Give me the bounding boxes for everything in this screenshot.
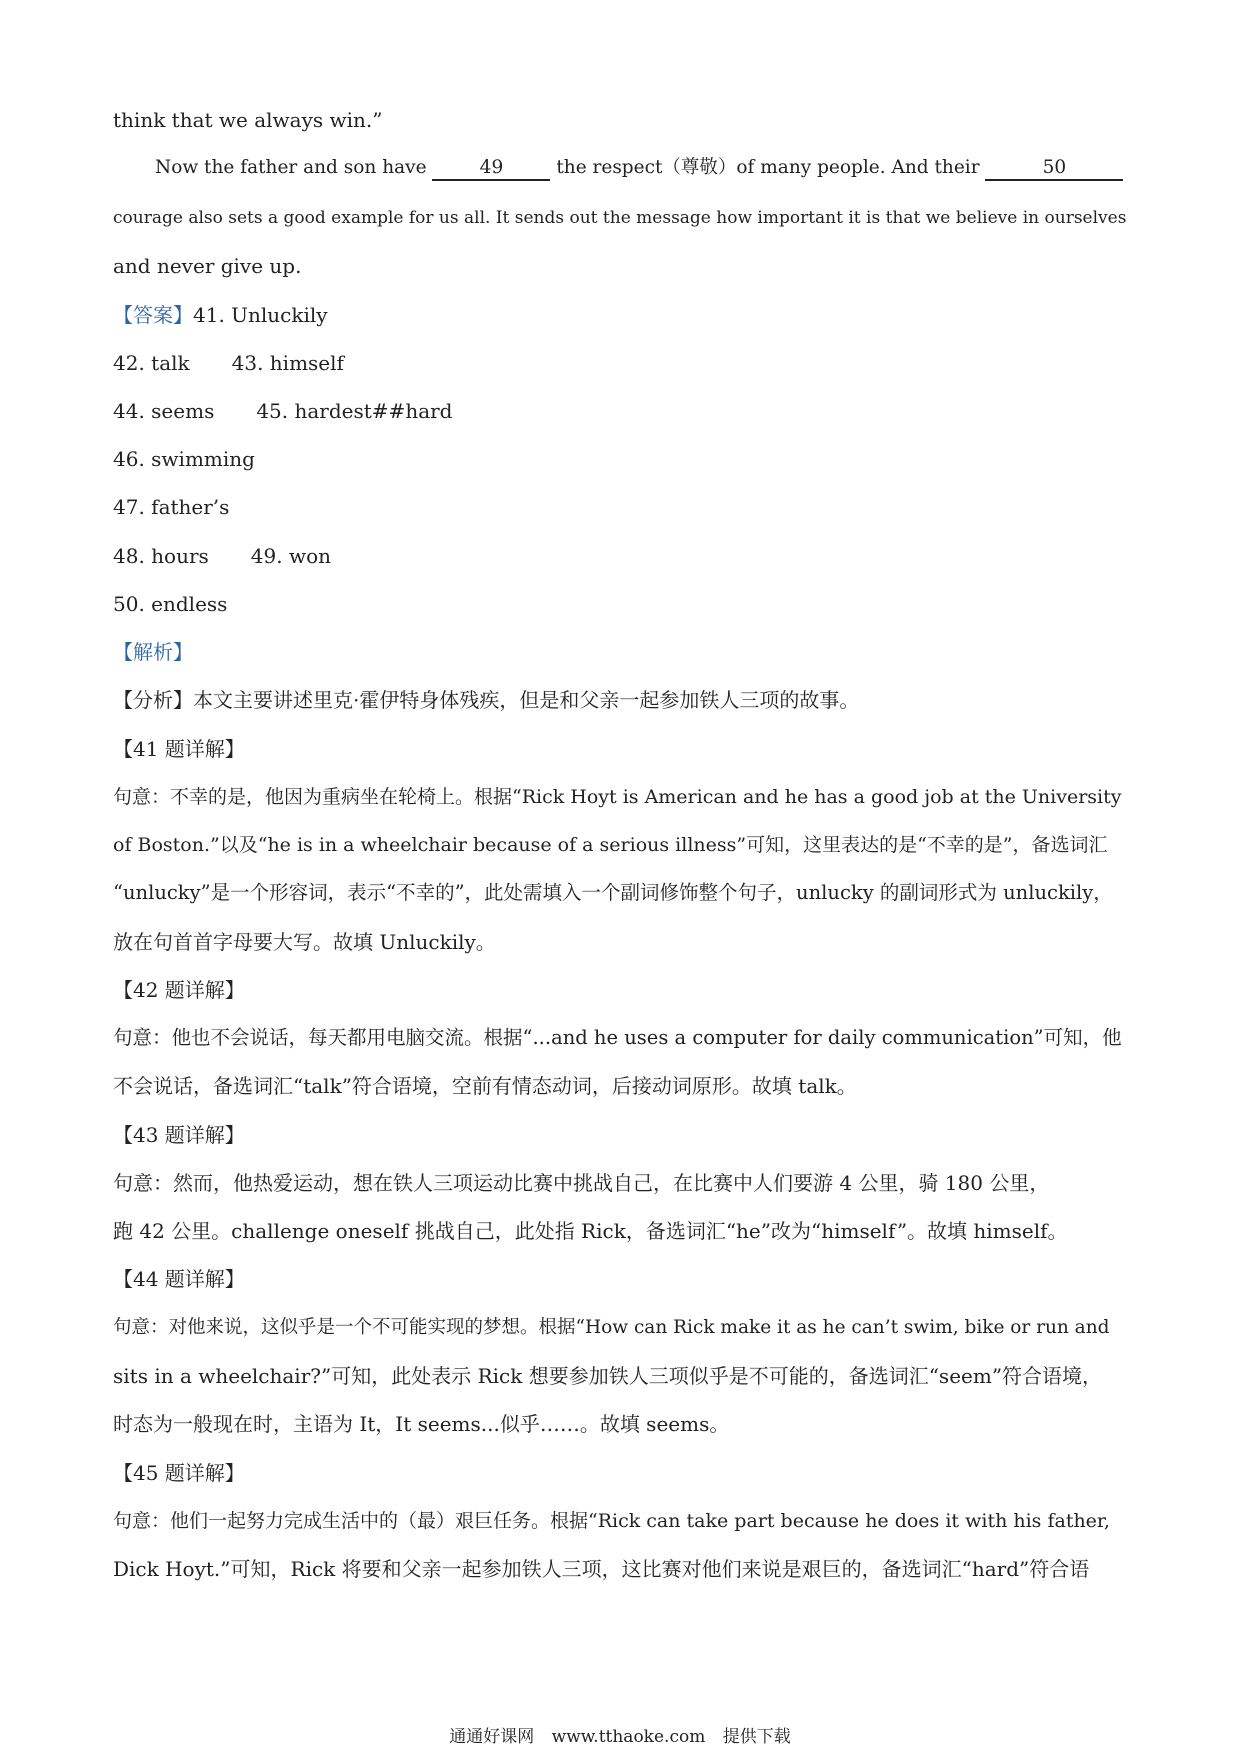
question-heading: 【42 题详解】 <box>113 978 245 1002</box>
answer-line <box>113 302 1128 328</box>
page-footer <box>0 1722 1240 1747</box>
answer-line <box>113 398 1128 424</box>
answer-item: 46. swimming <box>113 447 255 471</box>
question-heading: 【41 题详解】 <box>113 737 245 761</box>
passage-text: Now the father and son have <box>155 157 427 178</box>
explanation-line: 句意：然而，他热爱运动，想在铁人三项运动比赛中挑战自己，在比赛中人们要游 4 公里，骑 180 公里， <box>113 1171 1050 1195</box>
question-heading: 【43 题详解】 <box>113 1123 245 1147</box>
explanation-line: “unlucky”是一个形容词，表示“不幸的”，此处需填入一个副词修饰整个句子，unlucky 的副词形式为 unluckily， <box>113 881 1113 904</box>
blank-50: 50 <box>985 157 1123 181</box>
answer-item: 50. endless <box>113 592 228 616</box>
answer-item: 49. won <box>250 544 332 568</box>
footer-url[interactable]: www.tthaoke.com <box>551 1727 706 1747</box>
explanation-line: 时态为一般现在时，主语为 It，It seems...似乎……。故填 seems。 <box>113 1412 730 1436</box>
explanation-line: 句意：他们一起努力完成生活中的（最）艰巨任务。根据“Rick can take part because he does it with his father, <box>113 1510 1110 1532</box>
question-heading: 【44 题详解】 <box>113 1267 245 1291</box>
explanation-line: 句意：对他来说，这似乎是一个不可能实现的梦想。根据“How can Rick make it as he can’t swim, bike or run and <box>113 1317 1110 1338</box>
answer-item: 42. talk <box>113 351 190 375</box>
answer-item: 44. seems <box>113 399 215 423</box>
explanation-line: 放在句首首字母要大写。故填 Unluckily。 <box>113 930 496 954</box>
analysis-summary: 【分析】本文主要讲述里克·霍伊特身体残疾，但是和父亲一起参加铁人三项的故事。 <box>113 688 860 712</box>
answer-item: 48. hours <box>113 544 209 568</box>
passage-line: think that we always win.” <box>113 108 383 132</box>
explanation-line: 跑 42 公里。challenge oneself 挑战自己，此处指 Rick，备选词汇“he”改为“himself”。故填 himself。 <box>113 1219 1068 1243</box>
footer-site-name: 通通好课网 <box>449 1727 535 1747</box>
answer-label: 【答案】 <box>113 303 193 327</box>
footer-note: 提供下载 <box>722 1727 791 1747</box>
explanation-line: 不会说话，备选词汇“talk”符合语境，空前有情态动词，后接动词原形。故填 talk。 <box>113 1074 857 1098</box>
answer-item: 41. Unluckily <box>193 303 328 327</box>
answer-line <box>113 350 1128 376</box>
answer-item: 45. hardest##hard <box>256 399 453 423</box>
passage-line: courage also sets a good example for us all. It sends out the message how important it is that we believe in ourselves <box>113 208 1127 228</box>
explanation-line: 句意：不幸的是，他因为重病坐在轮椅上。根据“Rick Hoyt is American and he has a good job at the University <box>113 786 1122 808</box>
answer-item: 43. himself <box>231 351 344 375</box>
answer-line <box>113 543 1128 569</box>
explanation-line: Dick Hoyt.”可知，Rick 将要和父亲一起参加铁人三项，这比赛对他们来说是艰巨的，备选词汇“hard”符合语 <box>113 1557 1090 1581</box>
blank-49: 49 <box>432 157 550 181</box>
passage-line: and never give up. <box>113 254 302 278</box>
analysis-label: 【解析】 <box>113 640 193 664</box>
explanation-line: sits in a wheelchair?”可知，此处表示 Rick 想要参加铁人三项似乎是不可能的，备选词汇“seem”符合语境， <box>113 1364 1103 1388</box>
passage-text: the respect（尊敬）of many people. And their <box>556 157 980 178</box>
question-heading: 【45 题详解】 <box>113 1461 245 1485</box>
answer-item: 47. father’s <box>113 495 230 519</box>
explanation-line: 句意：他也不会说话，每天都用电脑交流。根据“...and he uses a computer for daily communication”可知，他 <box>113 1026 1122 1049</box>
explanation-line: of Boston.”以及“he is in a wheelchair because of a serious illness”可知，这里表达的是“不幸的是”，备选词汇 <box>113 834 1108 856</box>
passage-paragraph-blanks <box>155 155 1128 181</box>
